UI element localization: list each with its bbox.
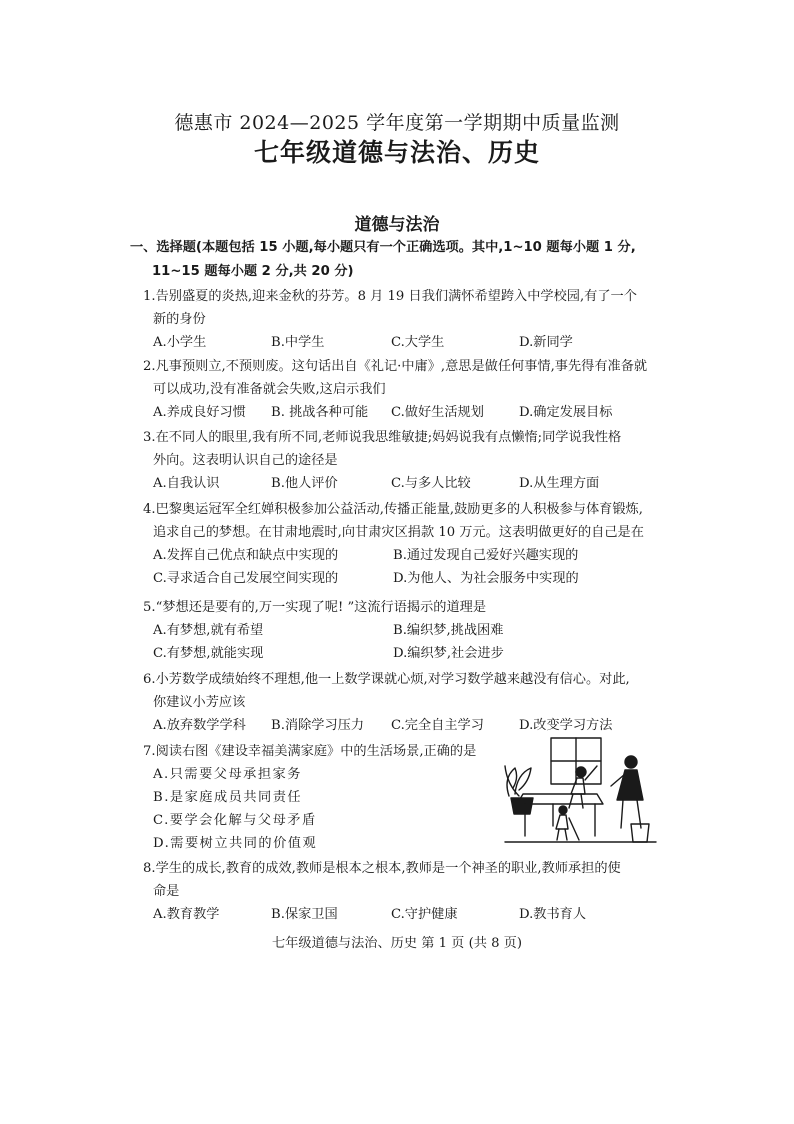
option-row: [143, 619, 663, 642]
option-c[interactable]: C.守护健康: [391, 907, 458, 922]
question-1: [143, 285, 663, 354]
option-c[interactable]: C.完全自主学习: [391, 718, 484, 733]
page-footer: 七年级道德与法治、历史 第 1 页 (共 8 页): [271, 936, 523, 951]
option-d[interactable]: D.需要树立共同的价值观: [153, 836, 318, 851]
option-row: [143, 544, 663, 567]
section-heading-line2: 11~15 题每小题 2 分,共 20 分): [152, 264, 354, 279]
option-c[interactable]: C.与多人比较: [391, 476, 471, 491]
option-row: [143, 642, 663, 665]
option-row: [143, 567, 663, 590]
option-d[interactable]: D.编织梦,社会进步: [393, 646, 504, 661]
question-stem: 1.告别盛夏的炎热,迎来金秋的芬芳。8 月 19 日我们满怀希望跨入中学校园,有了一个: [143, 289, 637, 304]
option-a[interactable]: A.放弃数学学科: [153, 718, 246, 733]
option-b[interactable]: B.是家庭成员共同责任: [153, 790, 303, 805]
option-c[interactable]: C.大学生: [391, 335, 445, 350]
question-stem-cont: 命是: [153, 884, 180, 899]
option-c[interactable]: C.做好生活规划: [391, 405, 484, 420]
question-stem-cont: 你建议小芳应该: [153, 695, 246, 710]
option-a[interactable]: A.自我认识: [153, 476, 220, 491]
question-stem: 3.在不同人的眼里,我有所不同,老师说我思维敏捷;妈妈说我有点懒惰;同学说我性格: [143, 430, 622, 445]
subject-heading: 道德与法治: [354, 215, 440, 235]
section-heading: [130, 236, 670, 284]
option-a[interactable]: A.只需要父母承担家务: [153, 767, 302, 782]
option-b[interactable]: B. 挑战各种可能: [271, 405, 369, 420]
question-3: [143, 426, 663, 495]
question-stem: 7.阅读右图《建设幸福美满家庭》中的生活场景,正确的是: [143, 744, 477, 759]
option-d[interactable]: D.为他人、为社会服务中实现的: [393, 571, 579, 586]
question-4: [143, 498, 663, 590]
option-a[interactable]: A.有梦想,就有希望: [153, 623, 264, 638]
question-8: [143, 857, 663, 926]
question-2: [143, 355, 663, 424]
option-row: [143, 472, 663, 495]
option-row: [143, 401, 663, 424]
option-d[interactable]: D.教书育人: [519, 907, 587, 922]
option-d[interactable]: D.改变学习方法: [519, 718, 613, 733]
option-d[interactable]: D.从生理方面: [519, 476, 600, 491]
option-c[interactable]: C.寻求适合自己发展空间实现的: [153, 571, 339, 586]
option-a[interactable]: A.养成良好习惯: [153, 405, 246, 420]
family-housework-illustration: [503, 736, 658, 846]
question-6: [143, 668, 663, 737]
option-d[interactable]: D.新同学: [519, 335, 573, 350]
question-stem: 6.小芳数学成绩始终不理想,他一上数学课就心烦,对学习数学越来越没有信心。对此,: [143, 672, 630, 687]
exam-title: 德惠市 2024—2025 学年度第一学期期中质量监测: [174, 112, 620, 134]
section-heading-line1: 一、选择题(本题包括 15 小题,每小题只有一个正确选项。其中,1~10 题每小题 1 分,: [130, 240, 636, 255]
option-b[interactable]: B.保家卫国: [271, 907, 338, 922]
option-b[interactable]: B.消除学习压力: [271, 718, 365, 733]
option-row: [143, 714, 663, 737]
option-b[interactable]: B.他人评价: [271, 476, 338, 491]
option-b[interactable]: B.中学生: [271, 335, 325, 350]
option-row: [143, 331, 663, 354]
option-d[interactable]: D.确定发展目标: [519, 405, 613, 420]
question-stem: 5.“梦想还是要有的,万一实现了呢! ”这流行语揭示的道理是: [143, 600, 487, 615]
option-a[interactable]: A.发挥自己优点和缺点中实现的: [153, 548, 339, 563]
exam-subtitle: 七年级道德与法治、历史: [253, 138, 540, 167]
option-a[interactable]: A.教育教学: [153, 907, 220, 922]
question-stem-cont: 可以成功,没有准备就会失败,这启示我们: [153, 382, 386, 397]
option-b[interactable]: B.编织梦,挑战困难: [393, 623, 504, 638]
question-stem: 8.学生的成长,教育的成效,教师是根本之根本,教师是一个神圣的职业,教师承担的使: [143, 861, 621, 876]
question-stem-cont: 追求自己的梦想。在甘肃地震时,向甘肃灾区捐款 10 万元。这表明做更好的自己是在: [153, 525, 644, 540]
option-row: [143, 903, 663, 926]
option-a[interactable]: A.小学生: [153, 335, 207, 350]
option-b[interactable]: B.通过发现自己爱好兴趣实现的: [393, 548, 579, 563]
question-stem-cont: 新的身份: [153, 312, 206, 327]
question-stem: 4.巴黎奥运冠军全红婵积极参加公益活动,传播正能量,鼓励更多的人积极参与体育锻炼,: [143, 502, 643, 517]
question-stem-cont: 外向。这表明认识自己的途径是: [153, 453, 338, 468]
option-c[interactable]: C.有梦想,就能实现: [153, 646, 264, 661]
option-c[interactable]: C.要学会化解与父母矛盾: [153, 813, 317, 828]
question-5: [143, 596, 663, 665]
question-stem: 2.凡事预则立,不预则废。这句话出自《礼记·中庸》,意思是做任何事情,事先得有准备就: [143, 359, 648, 374]
